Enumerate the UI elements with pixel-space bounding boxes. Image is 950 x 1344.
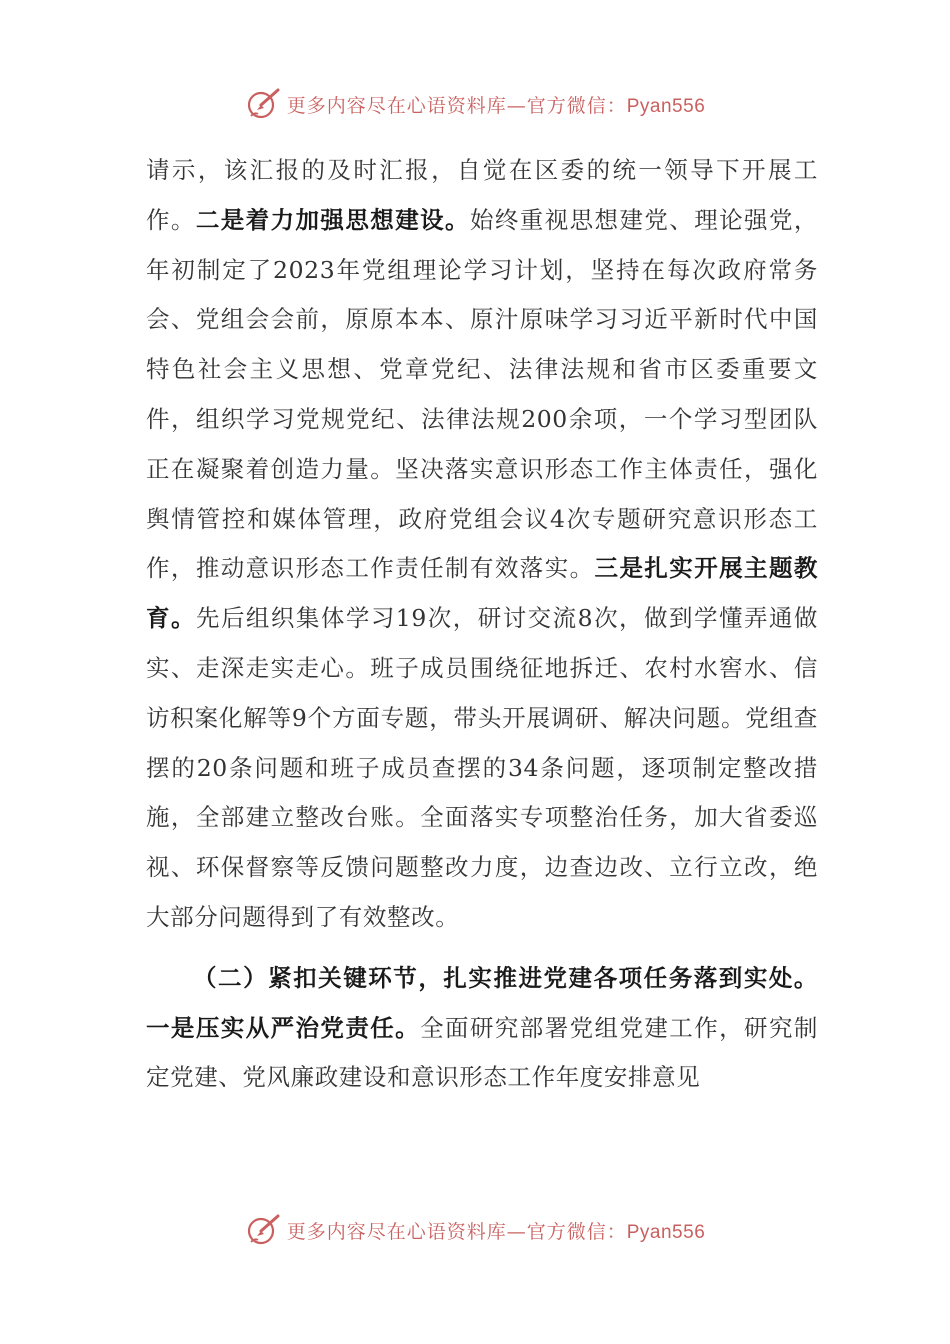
p2-text: 全面研究部署党组党建工作，研究制定党建、党风廉政建设和意识形态工作年度安排意见 <box>146 1013 818 1092</box>
paragraph-2 <box>146 954 818 1103</box>
watermark-text: 更多内容尽在心语资料库—官方微信： <box>286 94 627 117</box>
p1-heading-three: 三是扎实开展主题教育。 <box>146 554 818 633</box>
footer-watermark <box>0 1210 950 1250</box>
pen-logo-icon <box>245 1212 281 1248</box>
paragraph-1 <box>146 146 818 943</box>
watermark-wechat-id: Pyan556 <box>626 1221 706 1243</box>
header-watermark <box>0 84 950 124</box>
section-heading: （二）紧扣关键环节，扎实推进党建各项任务落到实处。 <box>193 963 818 992</box>
p1-text: 始终重视思想建党、理论强党，年初制定了2023年党组理论学习计划，坚持在每次政府常务会、党组会会前，原原本本、原汁原味学习习近平新时代中国特色社会主义思想、党章党纪、法律法规和省市区委重要文件，组织学习党规党纪、法律法规200余项，一个学习型团队正在凝聚着创造力量。坚决落实意识形态工作主体责任，强化舆情管控和媒体管理，政府党组会议4次专题研究意识形态工作，推动意识形态工作责任制有效落实。 <box>146 205 818 583</box>
document-body <box>146 146 818 1103</box>
p1-text: 先后组织集体学习19次，研讨交流8次，做到学懂弄通做实、走深走实走心。班子成员围绕征地拆迁、农村水窖水、信访积案化解等9个方面专题，带头开展调研、解决问题。党组查摆的20条问题和班子成员查摆的34条问题，逐项制定整改措施，全部建立整改台账。全面落实专项整治任务，加大省委巡视、环保督察等反馈问题整改力度，边查边改、立行立改，绝大部分问题得到了有效整改。 <box>146 604 818 931</box>
watermark-wechat-id: Pyan556 <box>626 95 706 117</box>
pen-logo-icon <box>245 86 281 122</box>
p1-heading-two: 二是着力加强思想建设。 <box>195 205 470 234</box>
p1-text: 请示，该汇报的及时汇报，自觉在区委的统一领导下开展工作。 <box>146 156 818 234</box>
p2-heading-one: 一是压实从严治党责任。 <box>146 1013 421 1042</box>
watermark-text: 更多内容尽在心语资料库—官方微信： <box>286 1220 627 1243</box>
